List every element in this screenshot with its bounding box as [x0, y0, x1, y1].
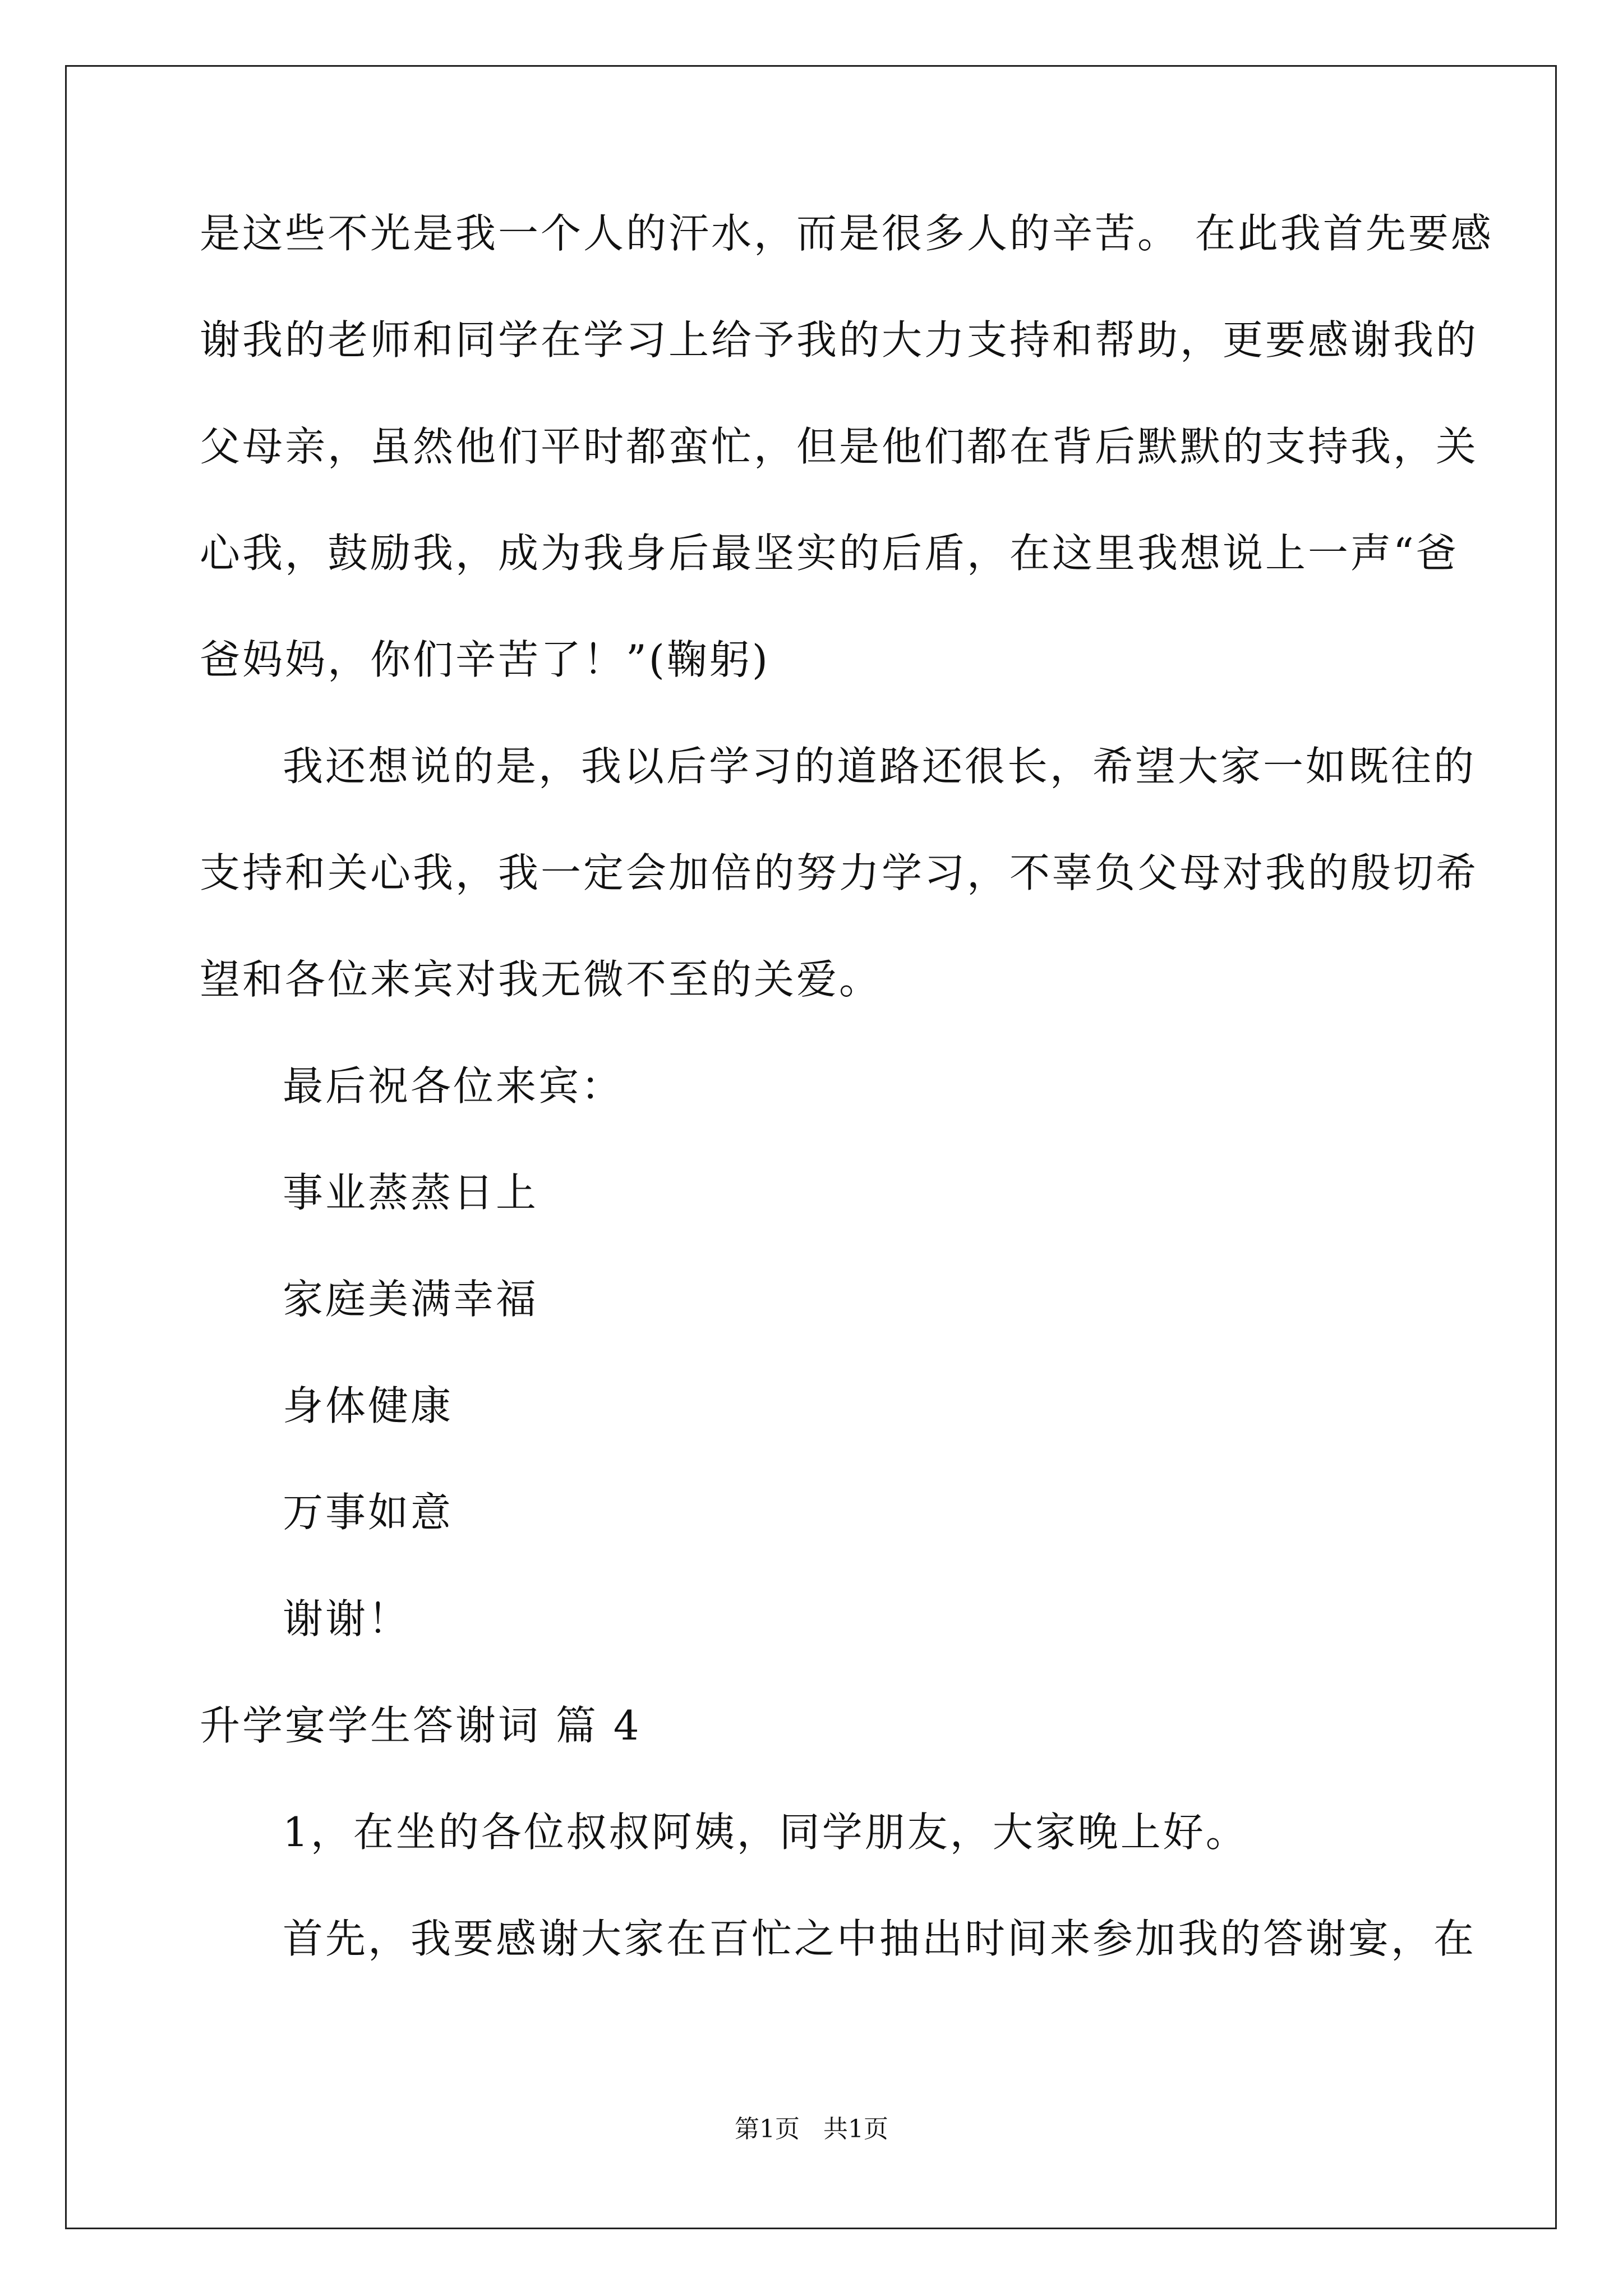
- greeting-line: 最后祝各位来宾：: [283, 1062, 624, 1110]
- paragraph-line: 我还想说的是，我以后学习的道路还很长，希望大家一如既往的: [283, 743, 1477, 790]
- paragraph-line: 心我，鼓励我，成为我身后最坚实的后盾，在这里我想说上一声“爸: [200, 530, 1459, 577]
- paragraph-line: 是这些不光是我一个人的汗水，而是很多人的辛苦。 在此我首先要感: [200, 210, 1493, 257]
- wish-line: 家庭美满幸福: [283, 1276, 539, 1323]
- paragraph-line: 爸妈妈，你们辛苦了！”(鞠躬): [200, 636, 770, 683]
- paragraph-line: 1，在坐的各位叔叔阿姨，同学朋友，大家晚上好。: [283, 1809, 1248, 1856]
- paragraph-line: 父母亲，虽然他们平时都蛮忙，但是他们都在背后默默的支持我，关: [200, 423, 1479, 470]
- wish-line: 事业蒸蒸日上: [283, 1169, 539, 1216]
- page-border: [65, 65, 1557, 2229]
- paragraph-line: 支持和关心我，我一定会加倍的努力学习，不辜负父母对我的殷切希: [200, 849, 1479, 896]
- paragraph-line: 首先，我要感谢大家在百忙之中抽出时间来参加我的答谢宴，在: [283, 1915, 1477, 1962]
- page-footer: 第1页 共1页: [735, 2115, 888, 2143]
- section-heading: 升学宴学生答谢词 篇 4: [200, 1702, 642, 1749]
- wish-line: 身体健康: [283, 1382, 454, 1429]
- closing-line: 谢谢！: [283, 1595, 411, 1642]
- wish-line: 万事如意: [283, 1489, 454, 1536]
- paragraph-line: 谢我的老师和同学在学习上给予我的大力支持和帮助，更要感谢我的: [200, 316, 1479, 364]
- paragraph-line: 望和各位来宾对我无微不至的关爱。: [200, 956, 882, 1003]
